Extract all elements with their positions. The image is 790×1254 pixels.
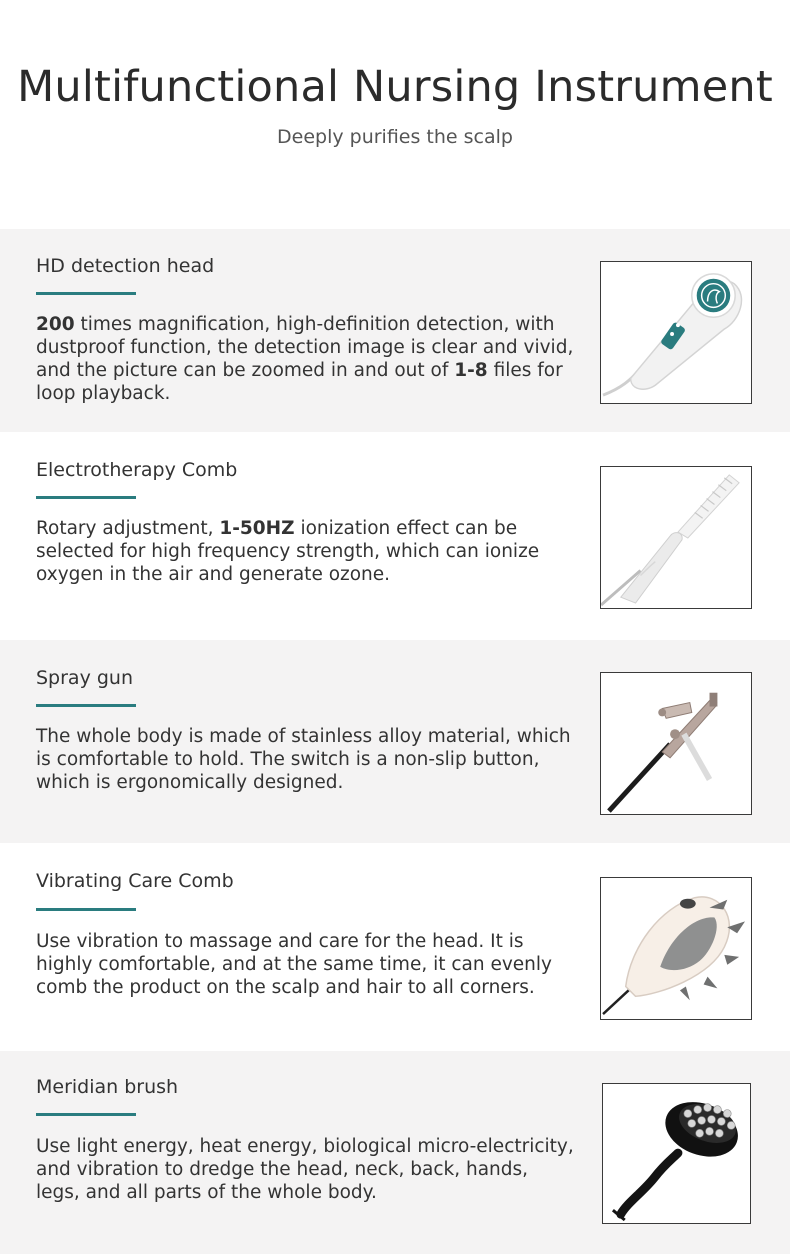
feature-section-electrotherapy-comb (0, 432, 790, 640)
hd-detection-head-image (600, 261, 752, 404)
vibrating-care-comb-image (600, 877, 752, 1020)
feature-description: Use vibration to massage and care for the head. It is highly comfortable, and at the same time, it can evenly comb the product on the scalp and hair to all corners. (36, 931, 552, 998)
feature-description: The whole body is made of stainless alloy material, which is comfortable to hold. The switch is a non-slip button, which is ergonomically designed. (36, 726, 571, 793)
title-underline (36, 908, 136, 911)
feature-description: 200 times magnification, high-definition detection, with dustproof function, the detection image is clear and vivid, and the picture can be zoomed in and out of 1-8 files for loop playback. (36, 314, 574, 404)
feature-title: HD detection head (36, 255, 215, 277)
feature-description: Use light energy, heat energy, biological micro-electricity, and vibration to dredge the head, neck, back, hands, legs, and all parts of the whole body. (36, 1136, 574, 1203)
title-underline (36, 704, 136, 707)
meridian-brush-image (602, 1083, 751, 1224)
feature-section-spray-gun (0, 640, 790, 843)
title-underline (36, 1113, 136, 1116)
page-header (0, 0, 790, 229)
feature-title: Electrotherapy Comb (36, 459, 238, 481)
feature-title: Meridian brush (36, 1076, 179, 1098)
feature-section-hd-detection-head (0, 229, 790, 432)
feature-description: Rotary adjustment, 1-50HZ ionization effect can be selected for high frequency strength, which can ionize oxygen in the air and generate ozone. (36, 518, 540, 585)
title-underline (36, 496, 136, 499)
page-subtitle: Deeply purifies the scalp (277, 126, 513, 148)
feature-section-meridian-brush (0, 1051, 790, 1254)
feature-title: Vibrating Care Comb (36, 870, 234, 892)
feature-title: Spray gun (36, 667, 134, 689)
electrotherapy-comb-image (600, 466, 752, 609)
page-title: Multifunctional Nursing Instrument (17, 62, 773, 112)
title-underline (36, 292, 136, 295)
feature-section-vibrating-care-comb (0, 843, 790, 1051)
spray-gun-image (600, 672, 752, 815)
